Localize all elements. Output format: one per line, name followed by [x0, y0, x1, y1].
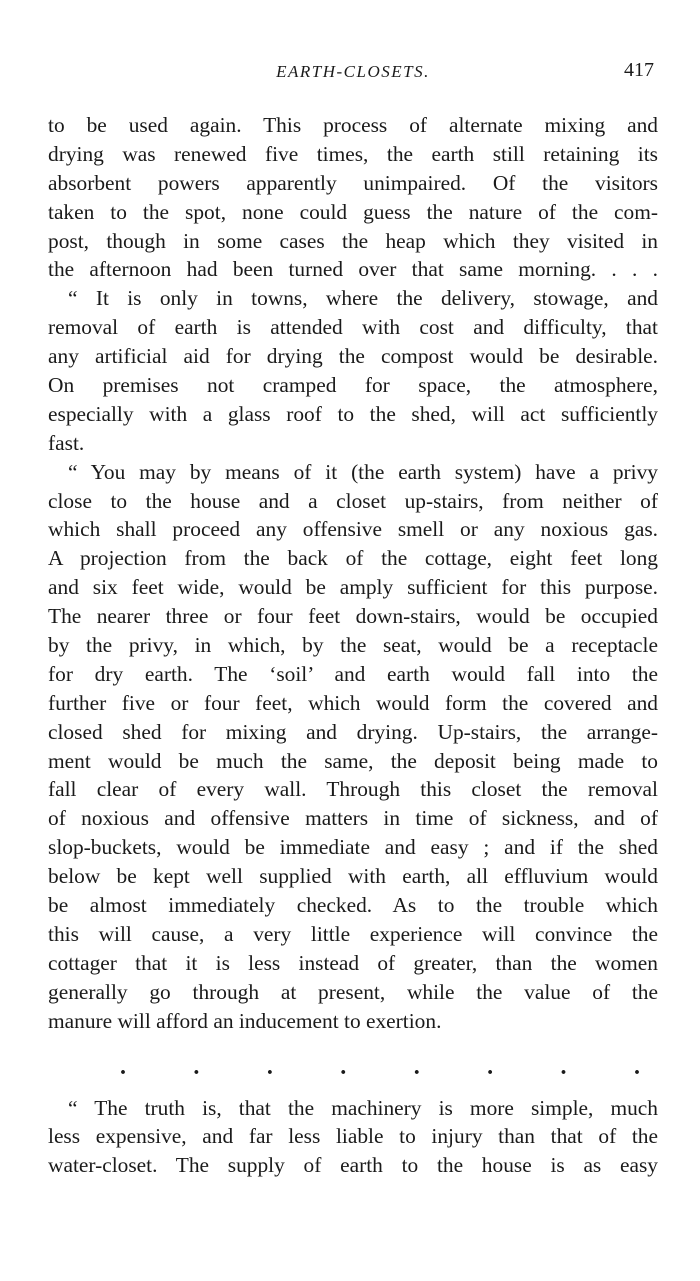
- text-line: drying was renewed five times, the earth still retaining its: [48, 141, 658, 166]
- text-line: “ The truth is, that the machinery is more simple, much: [68, 1095, 658, 1120]
- text-line: absorbent powers apparently unimpaired. Of the visitors: [48, 170, 658, 195]
- text-line: for dry earth. The ‘soil’ and earth would fall into the: [48, 661, 658, 686]
- ellipsis-dot: .: [266, 1053, 273, 1080]
- text-line: water-closet. The supply of earth to the house is as easy: [48, 1153, 658, 1178]
- text-line: and six feet wide, would be amply sufficient for this purpose.: [48, 575, 658, 600]
- text-line: cottager that it is less instead of greater, than the women: [48, 950, 658, 975]
- text-line: below be kept well supplied with earth, all effluvium would: [48, 864, 658, 889]
- text-line: “ You may by means of it (the earth system) have a privy: [68, 459, 658, 484]
- page-number: 417: [624, 59, 654, 81]
- text-line: the afternoon had been turned over that same morning. . . .: [48, 257, 658, 282]
- spacer: [48, 1036, 658, 1056]
- text-line: further five or four feet, which would form the covered and: [48, 690, 658, 715]
- ellipsis-dot: .: [193, 1053, 200, 1080]
- paragraph-4: [48, 1094, 658, 1181]
- text-line: by the privy, in which, by the seat, would be a receptacle: [48, 633, 658, 658]
- text-line: taken to the spot, none could guess the nature of the com-: [48, 199, 658, 224]
- ellipsis-row: [120, 1053, 640, 1080]
- ellipsis-dot: .: [487, 1053, 494, 1080]
- ellipsis-dot: .: [633, 1053, 640, 1080]
- paragraph-3: [48, 458, 658, 1036]
- text-line: ment would be much the same, the deposit being made to: [48, 748, 658, 773]
- spacer: [48, 1078, 658, 1094]
- text-line: which shall proceed any offensive smell or any noxious gas.: [48, 517, 658, 542]
- text-line: be almost immediately checked. As to the trouble which: [48, 893, 658, 918]
- text-line: “ It is only in towns, where the delivery, stowage, and: [68, 286, 658, 311]
- text-line: this will cause, a very little experience will convince the: [48, 921, 658, 946]
- ellipsis-dot: .: [340, 1053, 347, 1080]
- page-header: [48, 59, 658, 92]
- text-line: to be used again. This process of alternate mixing and: [48, 113, 658, 137]
- text-line: generally go through at present, while the value of the: [48, 979, 658, 1004]
- text-line: especially with a glass roof to the shed, will act sufficiently: [48, 401, 658, 426]
- text-line: slop-buckets, would be immediate and easy ; and if the shed: [48, 835, 658, 860]
- paragraph-1: [48, 111, 658, 284]
- text-line: manure will afford an inducement to exertion.: [48, 1008, 442, 1033]
- ellipsis-dot: .: [413, 1053, 420, 1080]
- ellipsis-dot: .: [560, 1053, 567, 1080]
- body-text: [48, 111, 658, 1180]
- text-line: closed shed for mixing and drying. Up-stairs, the arrange-: [48, 719, 658, 744]
- text-line: On premises not cramped for space, the atmosphere,: [48, 373, 658, 398]
- text-line: fall clear of every wall. Through this closet the removal: [48, 777, 658, 802]
- text-line: fast.: [48, 430, 85, 455]
- text-line: close to the house and a closet up-stairs, from neither of: [48, 488, 658, 513]
- ellipsis-dot: .: [120, 1053, 126, 1080]
- text-line: post, though in some cases the heap which they visited in: [48, 228, 658, 253]
- text-line: The nearer three or four feet down-stairs, would be occupied: [48, 604, 658, 629]
- text-line: any artificial aid for drying the compost would be desirable.: [48, 344, 658, 369]
- text-line: removal of earth is attended with cost and difficulty, that: [48, 315, 658, 340]
- text-line: A projection from the back of the cottage, eight feet long: [48, 546, 658, 571]
- text-line: less expensive, and far less liable to injury than that of the: [48, 1124, 658, 1149]
- paragraph-2: [48, 284, 658, 457]
- text-line: of noxious and offensive matters in time of sickness, and of: [48, 806, 658, 831]
- running-head: EARTH-CLOSETS.: [276, 62, 430, 81]
